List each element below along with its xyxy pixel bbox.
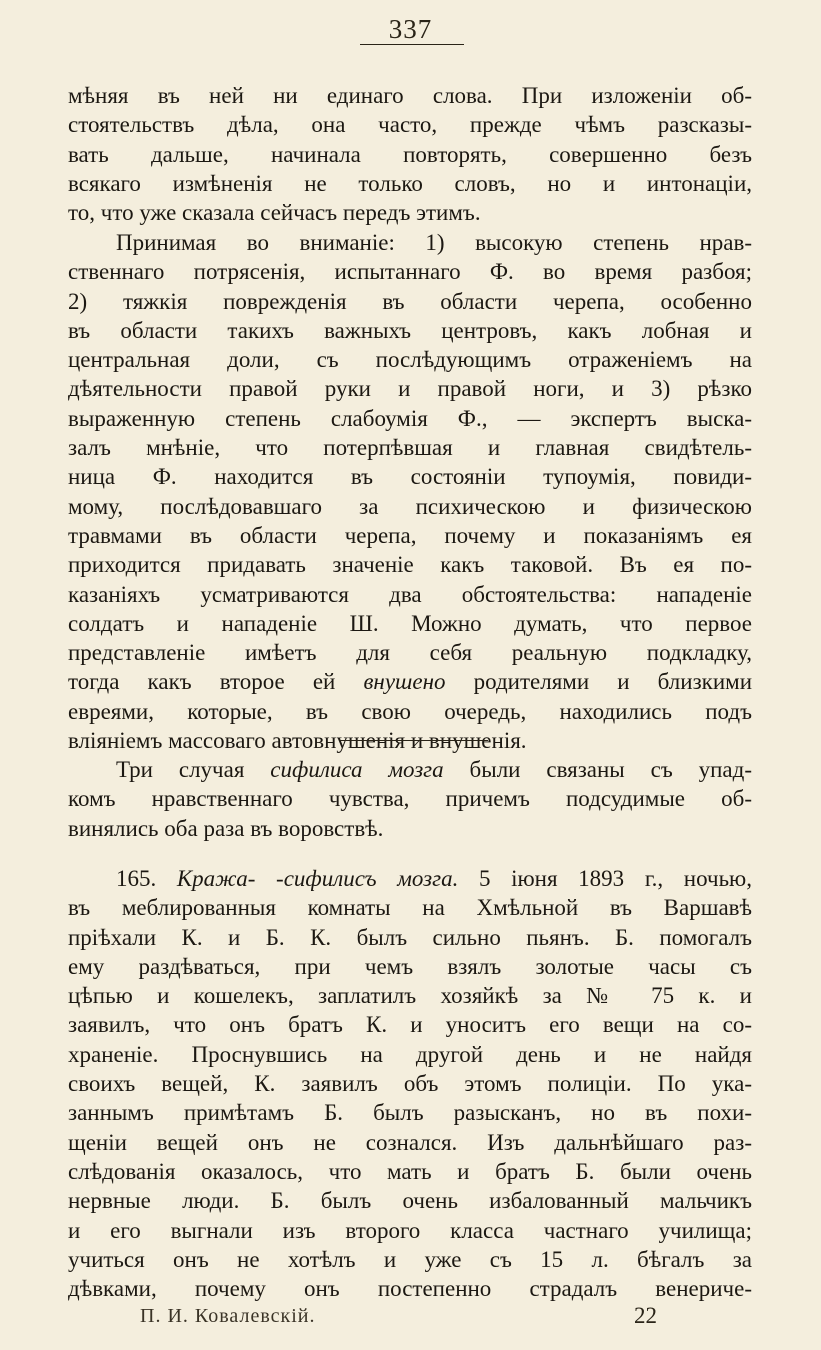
text-line: комъ нравственнаго чувства, причемъ подсудимые об- bbox=[68, 786, 752, 812]
header-rule bbox=[360, 44, 464, 45]
text-line: казанiяхъ усматриваются два обстоятельства: нападенiе bbox=[68, 581, 752, 607]
text-line: всякаго измѣненiя не только словъ, но и интонацiи, bbox=[68, 170, 752, 196]
section-divider bbox=[340, 740, 488, 741]
text-line: представленiе имѣетъ для себя реальную подкладку, bbox=[68, 640, 752, 666]
text-line: въ области такихъ важныхъ центровъ, какъ лобная и bbox=[68, 317, 752, 343]
text-run: тогда какъ второе ей bbox=[68, 669, 364, 695]
text-line: Принимая во вниманiе: 1) высокую степень нрав- bbox=[116, 230, 752, 255]
case-title: Кража- -сифилисъ мозга. bbox=[176, 866, 459, 891]
text-line: заннымъ примѣтамъ Б. былъ разысканъ, но въ похи- bbox=[68, 1100, 752, 1126]
case-number: 165. bbox=[116, 866, 177, 891]
text-line: травмами въ области черепа, почему и показанiямъ ея bbox=[68, 522, 752, 548]
text-line: мому, послѣдовавшаго за психическою и физическою bbox=[68, 493, 752, 519]
text-line: учиться онъ не хотѣлъ и уже съ 15 л. бѣгалъ за bbox=[68, 1246, 752, 1272]
text-line: ственнаго потрясенiя, испытаннаго Ф. во время разбоя; bbox=[68, 259, 752, 285]
text-line: мѣняя въ ней ни единаго слова. При изложенiи об- bbox=[68, 83, 752, 108]
text-line: храненiе. Проснувшись на другой день и не найдя bbox=[68, 1041, 752, 1067]
text-line: центральная доли, съ послѣдующимъ отраженiемъ на bbox=[68, 347, 752, 373]
text-line: въ меблированныя комнаты на Хмѣльной въ Варшавѣ bbox=[68, 895, 752, 921]
footer-signature-number: 22 bbox=[634, 1303, 657, 1328]
text-line: прiѣхали К. и Б. К. былъ сильно пьянъ. Б. помогалъ bbox=[68, 924, 752, 950]
text-line: 2) тяжкiя поврежденiя въ области черепа, особенно bbox=[68, 288, 752, 314]
text-line: то, что уже сказала сейчасъ передъ этимъ. bbox=[68, 200, 481, 226]
text-run: были связаны съ упад- bbox=[443, 757, 752, 782]
text-line: щенiи вещей онъ не сознался. Изъ дальнѣйшаго раз- bbox=[68, 1129, 752, 1155]
text-line: солдатъ и нападенiе Ш. Можно думать, что первое bbox=[68, 610, 752, 636]
text-line: цѣпью и кошелекъ, заплатилъ хозяйкѣ за № 75 к. и bbox=[68, 983, 752, 1009]
text-line: залъ мнѣнiе, что потерпѣвшая и главная свидѣтель- bbox=[68, 435, 752, 461]
text-line bbox=[68, 864, 752, 893]
text-line: приходится придавать значенiе какъ таковой. Въ ея по- bbox=[68, 552, 752, 578]
paragraph-expert-opinion bbox=[68, 228, 752, 755]
text-line: ему раздѣваться, при чемъ взялъ золотые часы съ bbox=[68, 953, 752, 979]
text-line: вать дальше, начинала повторять, совершенно безъ bbox=[68, 141, 752, 167]
text-line: стоятельствъ дѣла, она часто, прежде чѣмъ разсказы- bbox=[68, 112, 752, 138]
italic-emphasis: сифилиса мозга bbox=[270, 757, 444, 782]
text-line: и его выгнали изъ второго класса частнаго училища; bbox=[68, 1217, 752, 1243]
text-run: родителями и близкими bbox=[445, 669, 752, 695]
footer-author: П. И. Ковалевскiй. bbox=[140, 1305, 316, 1327]
text-line: своихъ вещей, К. заявилъ объ этомъ полицiи. По ука- bbox=[68, 1071, 752, 1097]
text-line bbox=[68, 667, 752, 696]
text-line: дѣвками, почему онъ постепенно страдалъ венериче- bbox=[68, 1276, 752, 1302]
text-line: евреями, которые, въ свою очередь, находились подъ bbox=[68, 698, 752, 724]
text-line: дѣятельности правой руки и правой ноги, и 3) рѣзко bbox=[68, 376, 752, 402]
text-run: Три случая bbox=[116, 757, 271, 782]
text-line: нервные люди. Б. былъ очень избалованный мальчикъ bbox=[68, 1188, 752, 1214]
text-line: влiянiемъ массоваго автовнушенiя и внушенiя. bbox=[68, 728, 527, 754]
text-line: ница Ф. находится въ состоянiи тупоумiя, повиди- bbox=[68, 464, 752, 490]
text-line: слѣдованiя оказалось, что мать и братъ Б. были очень bbox=[68, 1158, 752, 1184]
text-line: винялись оба раза въ воровствѣ. bbox=[68, 815, 384, 841]
paragraph-case-165 bbox=[68, 864, 752, 1303]
text-line: заявилъ, что онъ братъ К. и уноситъ его вещи на со- bbox=[68, 1012, 752, 1038]
paragraph-continuation bbox=[68, 81, 752, 227]
text-line: выраженную степень слабоумiя Ф., — экспертъ выска- bbox=[68, 405, 752, 431]
text-line bbox=[68, 755, 752, 784]
text-run: 5 iюня 1893 г., ночью, bbox=[458, 866, 752, 891]
paragraph-syphilis-cases bbox=[68, 755, 752, 843]
italic-emphasis: внушено bbox=[363, 669, 446, 695]
page-number: 337 bbox=[388, 14, 433, 44]
